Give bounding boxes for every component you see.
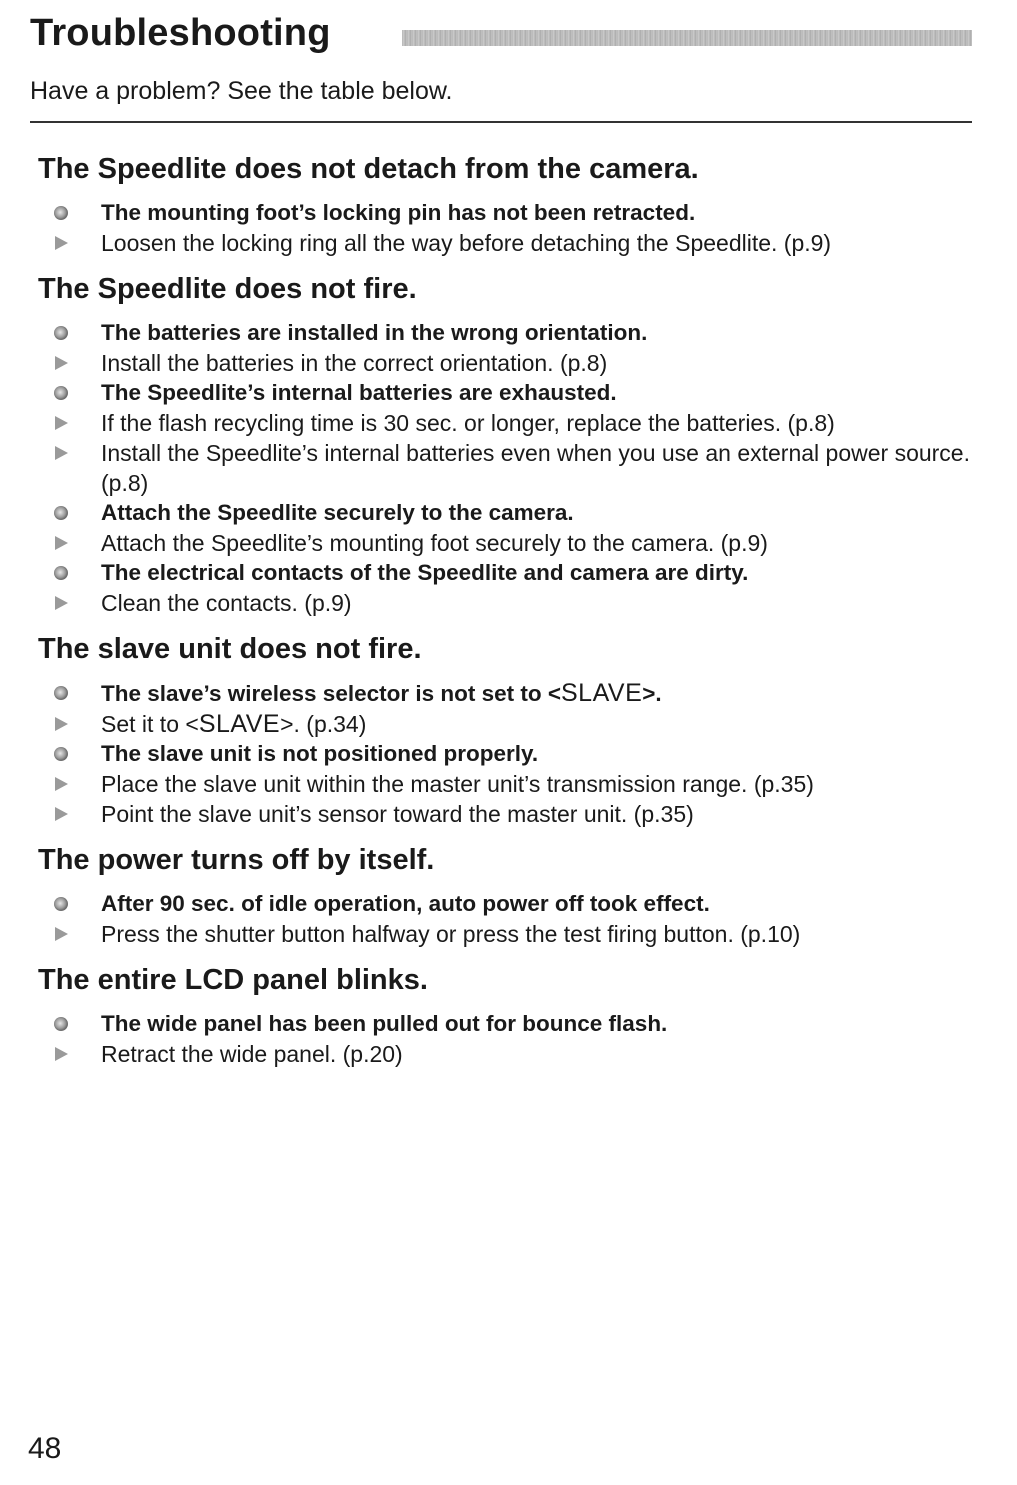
- arrow-right-icon: [54, 1047, 68, 1061]
- cause-item: [38, 318, 978, 348]
- cause-item: [38, 498, 978, 528]
- cause-text: The Speedlite’s internal batteries are exhausted.: [101, 380, 617, 405]
- cause-item: [38, 678, 978, 709]
- bullet-dot-icon: [54, 386, 68, 400]
- cause-item: [38, 739, 978, 769]
- arrow-right-icon: [54, 807, 68, 821]
- remedy-text: Clean the contacts. (p.9): [101, 590, 352, 616]
- cause-text: After 90 sec. of idle operation, auto power off took effect.: [101, 891, 710, 916]
- cause-text: The batteries are installed in the wrong orientation.: [101, 320, 648, 345]
- remedy-item: [38, 1039, 978, 1069]
- remedy-item: [38, 588, 978, 618]
- remedy-text: Loosen the locking ring all the way before detaching the Speedlite. (p.9): [101, 230, 832, 256]
- arrow-right-icon: [54, 596, 68, 610]
- cause-text: The slave’s wireless selector is not set to <SLAVE>.: [101, 679, 662, 707]
- remedy-item: [38, 919, 978, 949]
- bullet-dot-icon: [54, 747, 68, 761]
- cause-text: The mounting foot’s locking pin has not been retracted.: [101, 200, 696, 225]
- remedy-text: Install the batteries in the correct orientation. (p.8): [101, 350, 608, 376]
- section-power: [38, 839, 978, 949]
- remedy-item: [38, 799, 978, 829]
- remedy-item: [38, 348, 978, 378]
- remedy-item: [38, 769, 978, 799]
- remedy-text: Install the Speedlite’s internal batteries even when you use an external power source. (p.8): [101, 440, 970, 496]
- section-heading: The slave unit does not fire.: [38, 633, 422, 665]
- section-heading: The Speedlite does not fire.: [38, 273, 417, 305]
- section-slave: [38, 628, 978, 829]
- cause-item: [38, 558, 978, 588]
- remedy-item: [38, 228, 978, 258]
- section-heading: The power turns off by itself.: [38, 844, 435, 876]
- bullet-dot-icon: [54, 506, 68, 520]
- bullet-dot-icon: [54, 566, 68, 580]
- cause-text: Attach the Speedlite securely to the camera.: [101, 500, 574, 525]
- bullet-dot-icon: [54, 1017, 68, 1031]
- arrow-right-icon: [54, 536, 68, 550]
- section-not-fire: [38, 268, 978, 618]
- bullet-dot-icon: [54, 686, 68, 700]
- remedy-item: [38, 709, 978, 739]
- slave-mode-label: SLAVE: [561, 679, 643, 707]
- section-heading: The Speedlite does not detach from the camera.: [38, 153, 699, 185]
- remedy-text: Press the shutter button halfway or press the test firing button. (p.10): [101, 921, 801, 947]
- remedy-text: Attach the Speedlite’s mounting foot securely to the camera. (p.9): [101, 530, 768, 556]
- remedy-text: If the flash recycling time is 30 sec. or longer, replace the batteries. (p.8): [101, 410, 835, 436]
- section-detach: [38, 148, 978, 258]
- header-divider: [30, 121, 972, 123]
- section-lcd: [38, 959, 978, 1069]
- arrow-right-icon: [54, 416, 68, 430]
- intro-text: Have a problem? See the table below.: [30, 77, 453, 105]
- arrow-right-icon: [54, 356, 68, 370]
- page-number: 48: [28, 1432, 62, 1465]
- arrow-right-icon: [54, 717, 68, 731]
- bullet-dot-icon: [54, 326, 68, 340]
- cause-item: [38, 889, 978, 919]
- remedy-text: Point the slave unit’s sensor toward the master unit. (p.35): [101, 801, 694, 827]
- arrow-right-icon: [54, 446, 68, 460]
- troubleshooting-list: [38, 148, 978, 1079]
- section-heading: The entire LCD panel blinks.: [38, 964, 428, 996]
- title-decoration-bar: [402, 30, 972, 46]
- arrow-right-icon: [54, 777, 68, 791]
- cause-item: [38, 378, 978, 408]
- slave-mode-label: SLAVE: [198, 710, 281, 738]
- arrow-right-icon: [54, 927, 68, 941]
- remedy-text: Set it to <SLAVE>. (p.34): [101, 710, 367, 738]
- bullet-dot-icon: [54, 897, 68, 911]
- remedy-text: Retract the wide panel. (p.20): [101, 1041, 403, 1067]
- cause-text: The wide panel has been pulled out for bounce flash.: [101, 1011, 668, 1036]
- arrow-right-icon: [54, 236, 68, 250]
- remedy-text: Place the slave unit within the master unit’s transmission range. (p.35): [101, 771, 814, 797]
- cause-text: The electrical contacts of the Speedlite and camera are dirty.: [101, 560, 749, 585]
- remedy-item: [38, 528, 978, 558]
- bullet-dot-icon: [54, 206, 68, 220]
- remedy-item: [38, 408, 978, 438]
- remedy-item: [38, 438, 978, 498]
- cause-item: [38, 1009, 978, 1039]
- page-title: Troubleshooting: [30, 12, 331, 54]
- cause-text: The slave unit is not positioned properly.: [101, 741, 539, 766]
- cause-item: [38, 198, 978, 228]
